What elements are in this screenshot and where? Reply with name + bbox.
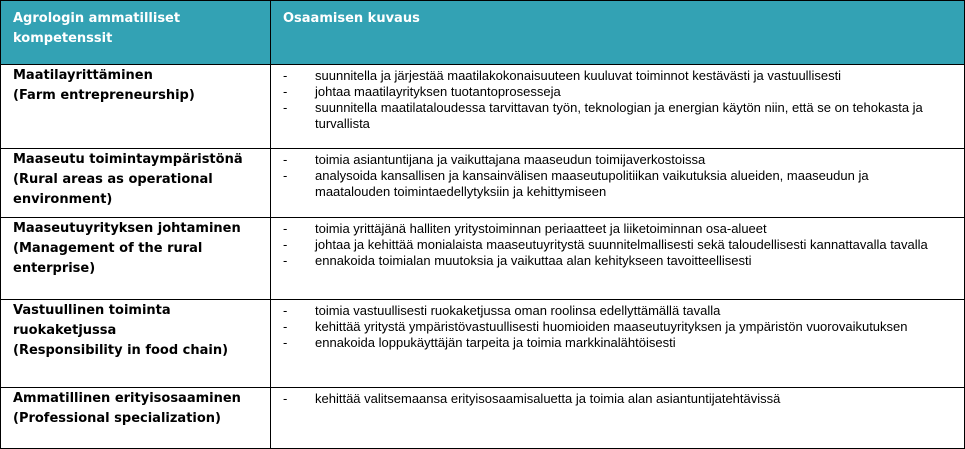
competence-subtitle: (Farm entrepreneurship) bbox=[13, 88, 195, 103]
list-item bbox=[271, 253, 964, 269]
item-text: analysoida kansallisen ja kansainvälisen maaseutupolitiikan vaikutuksia alueiden, maaseudun ja maatalouden toimintaedellytyksiin ja kehittymiseen bbox=[315, 168, 869, 199]
competence-label bbox=[1, 65, 271, 148]
bullet-dash: - bbox=[283, 100, 288, 115]
bullet-dash: - bbox=[283, 152, 288, 167]
competence-label bbox=[1, 218, 271, 299]
item-text: suunnitella ja järjestää maatilakokonaisuuteen kuuluvat toiminnot kestävästi ja vastuullisesti bbox=[315, 68, 842, 83]
competence-description bbox=[271, 300, 964, 387]
list-item bbox=[271, 319, 964, 335]
header-col-competences: Agrologin ammatilliset kompetenssit bbox=[1, 1, 271, 64]
competence-description bbox=[271, 218, 964, 299]
list-item bbox=[271, 237, 964, 253]
competence-subtitle: (Professional specialization) bbox=[13, 411, 221, 426]
table-row bbox=[1, 148, 964, 217]
header-col-description: Osaamisen kuvaus bbox=[283, 11, 420, 26]
item-text: toimia yrittäjänä halliten yritystoiminnan periaatteet ja liiketoiminnan osa-alueet bbox=[315, 221, 767, 236]
competence-title: Vastuullinen toiminta ruokaketjussa bbox=[13, 303, 176, 338]
item-text: johtaa ja kehittää monialaista maaseutuyritystä suunnitelmallisesti sekä taloudellisesti kannattavalla tavalla bbox=[315, 237, 928, 252]
table-row bbox=[1, 387, 964, 448]
list-item bbox=[271, 84, 964, 100]
bullet-dash: - bbox=[283, 303, 288, 318]
table-row bbox=[1, 64, 964, 148]
item-text: ennakoida toimialan muutoksia ja vaikuttaa alan kehitykseen tavoitteellisesti bbox=[315, 253, 752, 268]
competence-subtitle: (Rural areas as operational environment) bbox=[13, 172, 218, 207]
bullet-dash: - bbox=[283, 84, 288, 99]
bullet-dash: - bbox=[283, 221, 288, 236]
competence-title: Maaseutuyrityksen johtaminen bbox=[13, 221, 241, 236]
bullet-dash: - bbox=[283, 391, 288, 406]
bullet-dash: - bbox=[283, 319, 288, 334]
list-item bbox=[271, 221, 964, 237]
list-item bbox=[271, 100, 964, 132]
bullet-dash: - bbox=[283, 237, 288, 252]
table-row bbox=[1, 299, 964, 387]
competence-title: Ammatillinen erityisosaaminen bbox=[13, 391, 241, 406]
competence-label bbox=[1, 149, 271, 217]
item-text: toimia vastuullisesti ruokaketjussa oman roolinsa edellyttämällä tavalla bbox=[315, 303, 721, 318]
item-text: toimia asiantuntijana ja vaikuttajana maaseudun toimijaverkostoissa bbox=[315, 152, 706, 167]
item-text: johtaa maatilayrityksen tuotantoprosesseja bbox=[315, 84, 561, 99]
list-item bbox=[271, 168, 964, 200]
competence-title: Maatilayrittäminen bbox=[13, 68, 153, 83]
bullet-dash: - bbox=[283, 68, 288, 83]
item-text: ennakoida loppukäyttäjän tarpeita ja toimia markkinalähtöisesti bbox=[315, 335, 676, 350]
item-text: suunnitella maatilataloudessa tarvittavan työn, teknologian ja energian käytön niin, että se on tehokasta ja turvallista bbox=[315, 100, 923, 131]
bullet-dash: - bbox=[283, 253, 288, 268]
competence-subtitle: (Management of the rural enterprise) bbox=[13, 241, 207, 276]
competence-subtitle: (Responsibility in food chain) bbox=[13, 343, 229, 358]
table-header-row bbox=[1, 1, 964, 64]
competence-description bbox=[271, 388, 964, 448]
competence-label bbox=[1, 300, 271, 387]
list-item bbox=[271, 335, 964, 351]
competence-description bbox=[271, 149, 964, 217]
list-item bbox=[271, 303, 964, 319]
item-text: kehittää yritystä ympäristövastuullisesti huomioiden maaseutuyrityksen ja ympäristön vuorovaikutuksen bbox=[315, 319, 908, 334]
table-row bbox=[1, 217, 964, 299]
competence-description bbox=[271, 65, 964, 148]
bullet-dash: - bbox=[283, 335, 288, 350]
competence-title: Maaseutu toimintaympäristönä bbox=[13, 152, 243, 167]
list-item bbox=[271, 391, 964, 407]
bullet-dash: - bbox=[283, 168, 288, 183]
list-item bbox=[271, 68, 964, 84]
list-item bbox=[271, 152, 964, 168]
item-text: kehittää valitsemaansa erityisosaamisaluetta ja toimia alan asiantuntijatehtävissä bbox=[315, 391, 781, 406]
competence-label bbox=[1, 388, 271, 448]
